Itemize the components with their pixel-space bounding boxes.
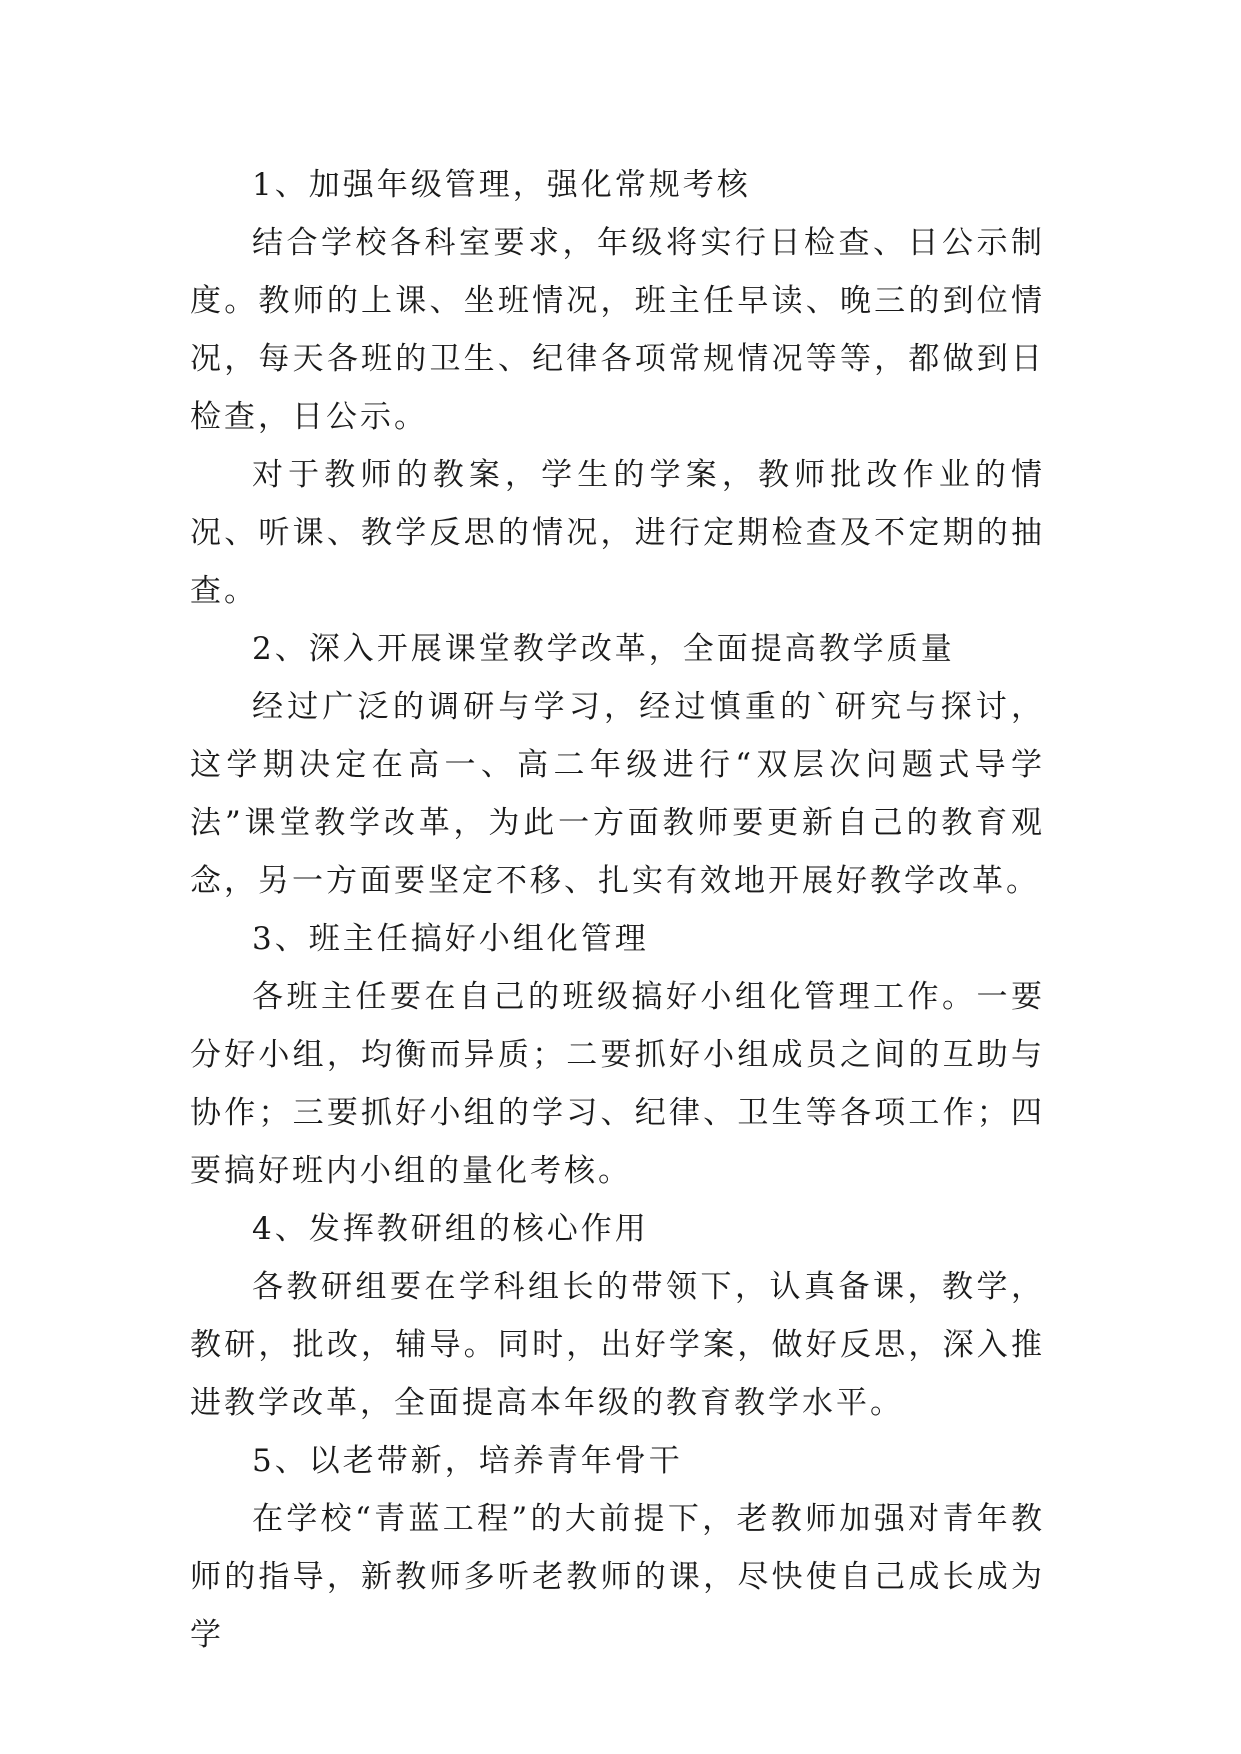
section-1-paragraph-2: 对于教师的教案，学生的学案，教师批改作业的情况、听课、教学反思的情况，进行定期检查及不定期的抽查。: [190, 457, 1045, 609]
section-4-paragraph-1: 各教研组要在学科组长的带领下，认真备课，教学，教研，批改，辅导。同时，出好学案，做好反思，深入推进教学改革，全面提高本年级的教育教学水平。: [190, 1269, 1045, 1421]
section-heading-2: 2、深入开展课堂教学改革，全面提高教学质量: [252, 631, 955, 667]
section-heading-3: 3、班主任搞好小组化管理: [252, 921, 649, 957]
section-3-paragraph-1: 各班主任要在自己的班级搞好小组化管理工作。一要分好小组，均衡而异质；二要抓好小组成员之间的互助与协作；三要抓好小组的学习、纪律、卫生等各项工作；四要搞好班内小组的量化考核。: [190, 979, 1045, 1189]
section-5-paragraph-1: 在学校“青蓝工程”的大前提下，老教师加强对青年教师的指导，新教师多听老教师的课，尽快使自己成长成为学: [190, 1501, 1045, 1653]
document-body: [190, 156, 1045, 1664]
section-heading-5: 5、以老带新，培养青年骨干: [252, 1443, 683, 1479]
section-2-paragraph-1: 经过广泛的调研与学习，经过慎重的`研究与探讨，这学期决定在高一、高二年级进行“双层次问题式导学法”课堂教学改革，为此一方面教师要更新自己的教育观念，另一方面要坚定不移、扎实有效地开展好教学改革。: [190, 689, 1045, 899]
section-heading-4: 4、发挥教研组的核心作用: [252, 1211, 649, 1247]
section-1-paragraph-1: 结合学校各科室要求，年级将实行日检查、日公示制度。教师的上课、坐班情况，班主任早读、晚三的到位情况，每天各班的卫生、纪律各项常规情况等等，都做到日检查，日公示。: [190, 225, 1045, 435]
section-heading-1: 1、加强年级管理，强化常规考核: [252, 167, 751, 203]
